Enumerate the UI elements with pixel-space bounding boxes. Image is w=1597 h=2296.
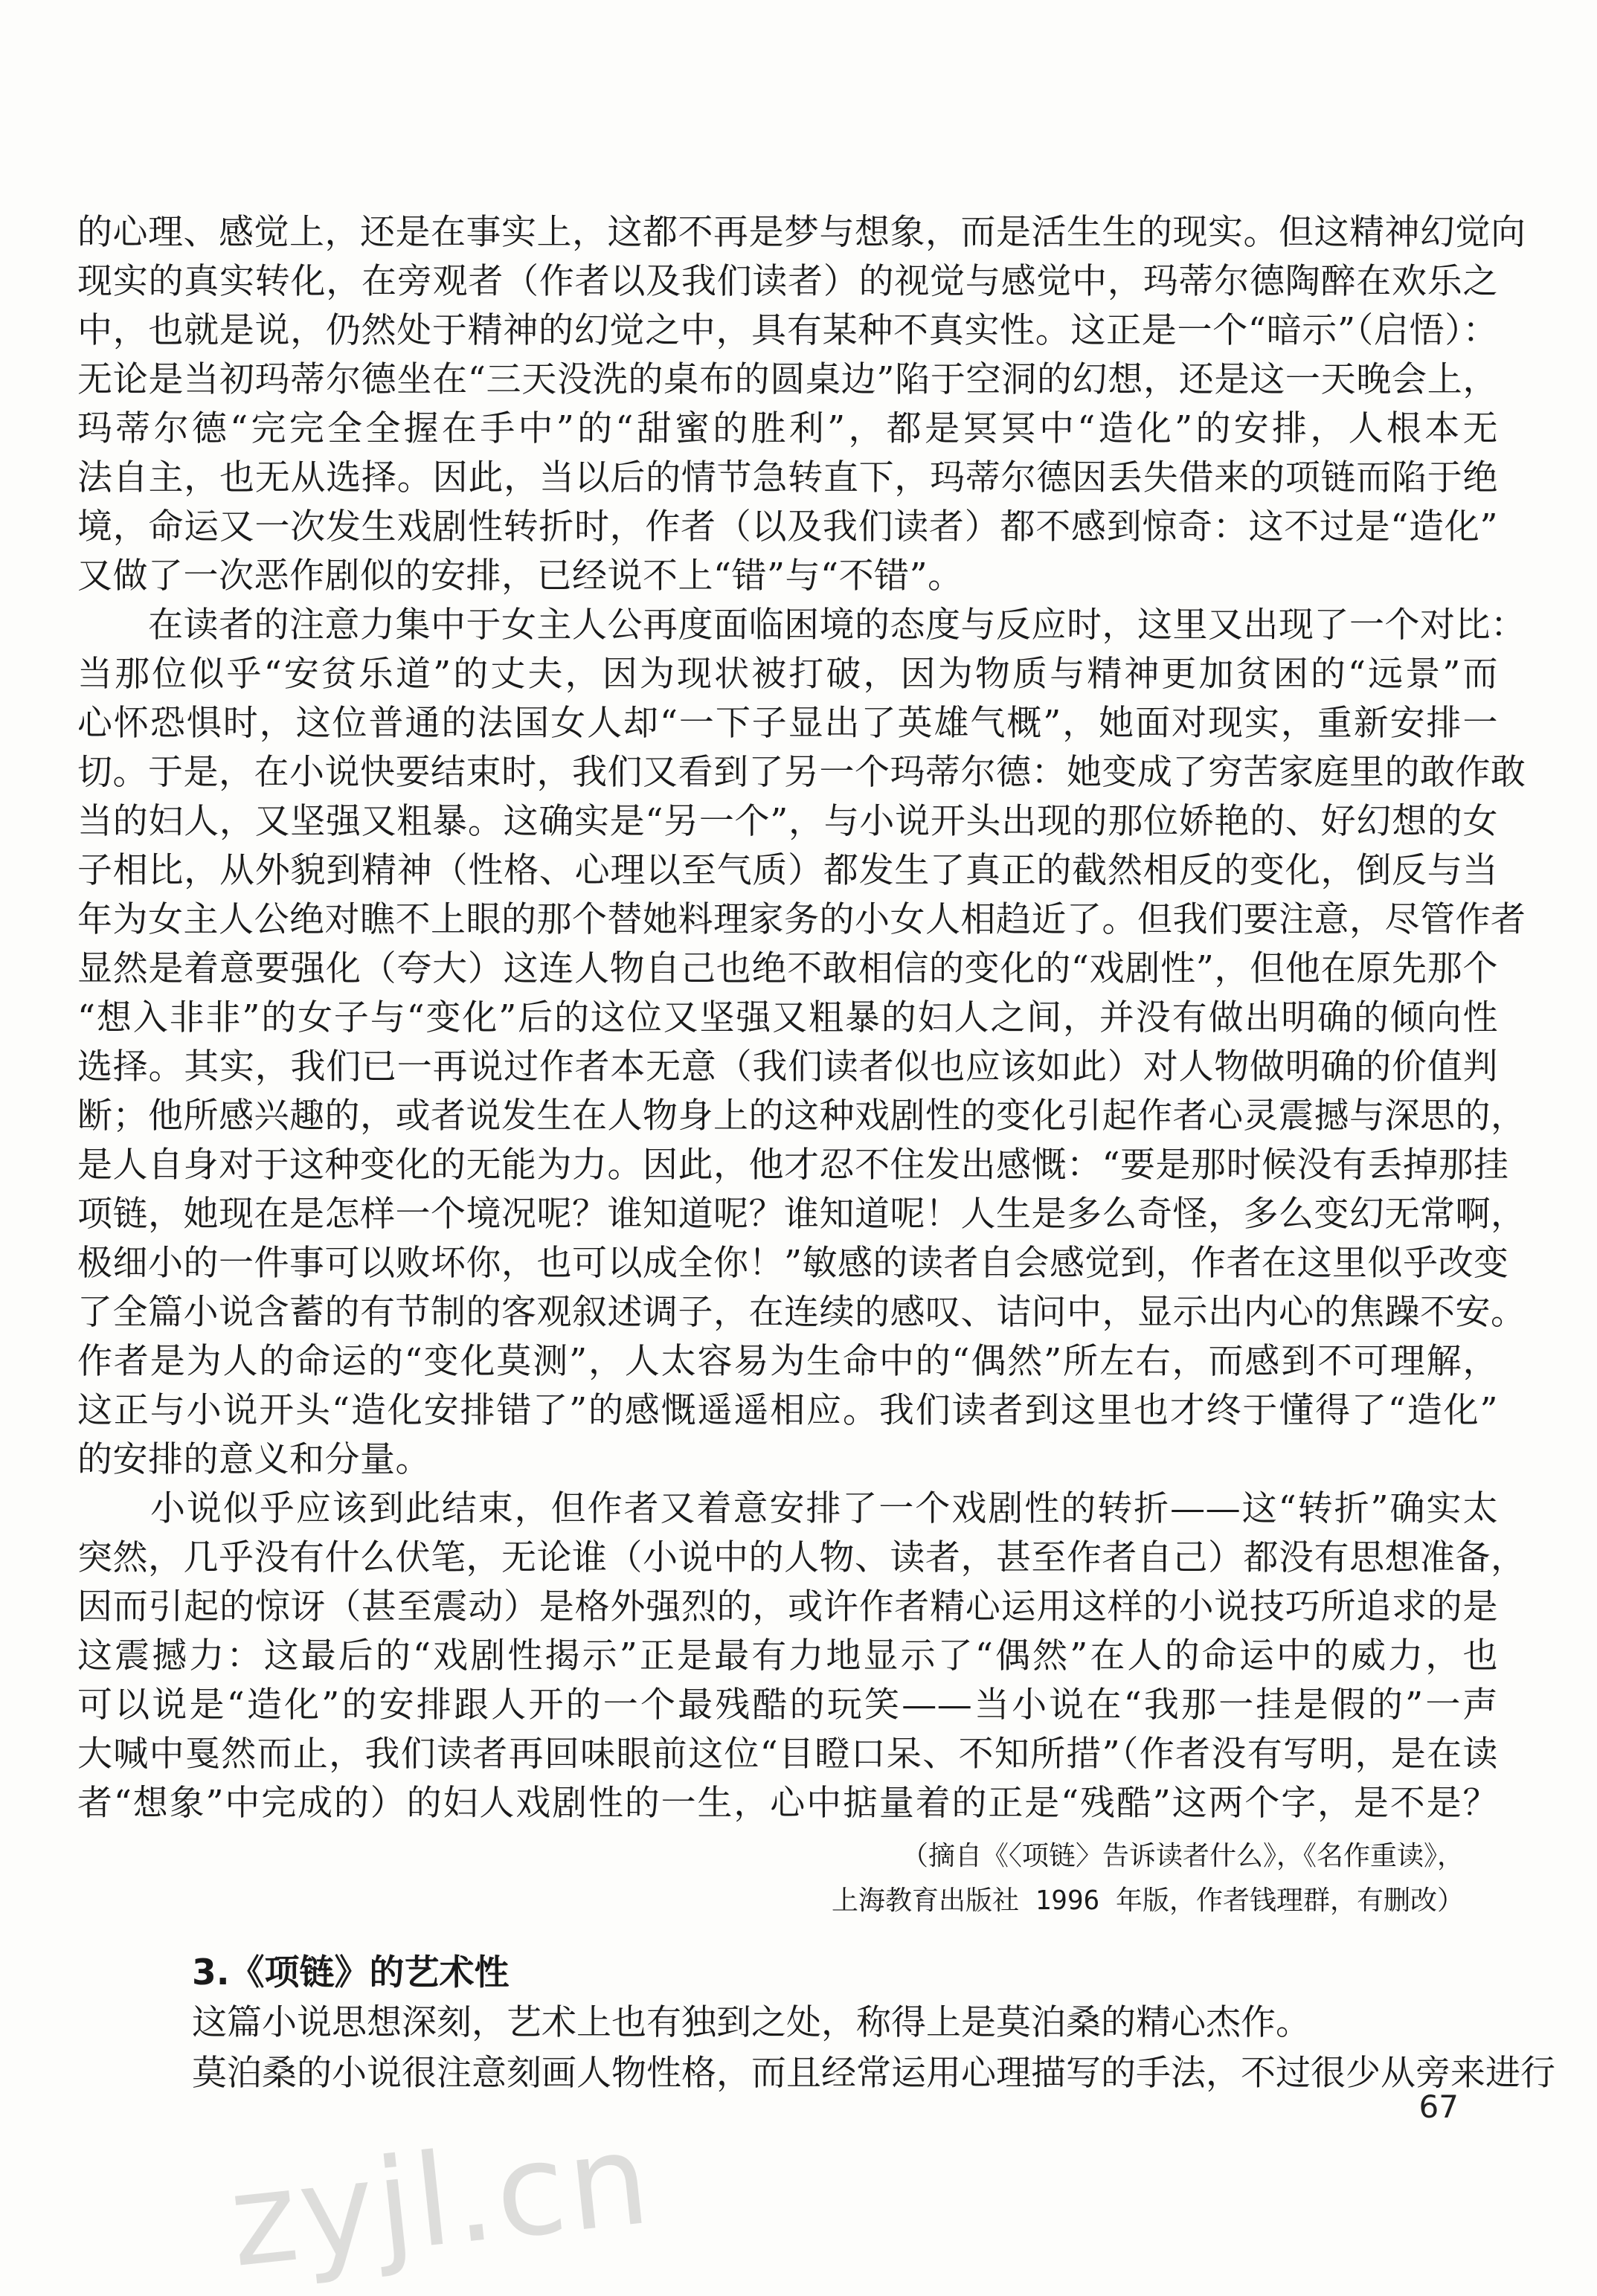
text-line: 作者是为人的命运的“变化莫测”，人太容易为生命中的“偶然”所左右，而感到不可理解，	[77, 1341, 1498, 1382]
text-line: 现实的真实转化，在旁观者（作者以及我们读者）的视觉与感觉中，玛蒂尔德陶醉在欢乐之	[77, 261, 1498, 302]
text-line: 又做了一次恶作剧似的安排，已经说不上“错”与“不错”。	[77, 556, 963, 596]
text-line: 这震撼力：这最后的“戏剧性揭示”正是最有力地显示了“偶然”在人的命运中的威力，也	[77, 1636, 1498, 1676]
text-line: 中，也就是说，仍然处于精神的幻觉之中，具有某种不真实性。这正是一个“暗示”（启悟）：	[77, 310, 1498, 351]
page-content	[77, 208, 1555, 2099]
text-line: 年为女主人公绝对瞧不上眼的那个替她料理家务的小女人相趋近了。但我们要注意，尽管作者	[77, 899, 1526, 940]
text-line: 者“想象”中完成的）的妇人戏剧性的一生，心中掂量着的正是“残酷”这两个字，是不是？	[77, 1783, 1498, 1824]
text-line: 心怀恐惧时，这位普通的法国女人却“一下子显出了英雄气概”，她面对现实，重新安排一	[77, 703, 1498, 744]
text-line: 无论是当初玛蒂尔德坐在“三天没洗的桌布的圆桌边”陷于空洞的幻想，还是这一天晚会上，	[77, 359, 1498, 400]
text-line: 显然是着意要强化（夸大）这连人物自己也绝不敢相信的变化的“戏剧性”，但他在原先那个	[77, 948, 1498, 989]
text-line: 在读者的注意力集中于女主人公再度面临困境的态度与反应时，这里又出现了一个对比：	[77, 605, 1526, 646]
section-line: 莫泊桑的小说很注意刻画人物性格，而且经常运用心理描写的手法，不过很少从旁来进行	[192, 2053, 1555, 2094]
text-line: “想入非非”的女子与“变化”后的这位又坚强又粗暴的妇人之间，并没有做出明确的倾向性	[77, 997, 1498, 1038]
text-line: 是人自身对于这种变化的无能为力。因此，他才忍不住发出感慨：“要是那时候没有丢掉那挂	[77, 1145, 1509, 1186]
text-line: 极细小的一件事可以败坏你，也可以成全你！”敏感的读者自会感觉到，作者在这里似乎改变	[77, 1243, 1509, 1284]
section-body	[77, 1998, 1555, 2099]
section-title: 3.《项链》的艺术性	[192, 1952, 510, 1993]
watermark: zyjl.cn	[223, 2105, 659, 2296]
text-line: 大喊中戛然而止，我们读者再回味眼前这位“目瞪口呆、不知所措”（作者没有写明，是在读	[77, 1734, 1498, 1775]
text-line: 可以说是“造化”的安排跟人开的一个最残酷的玩笑——当小说在“我那一挂是假的”一声	[77, 1685, 1498, 1726]
citation	[77, 1834, 1498, 1923]
page-number: 67	[1418, 2088, 1459, 2125]
citation-line-1: （摘自《〈项链〉告诉读者什么》，《名作重读》，	[901, 1841, 1464, 1871]
text-line: 因而引起的惊讶（甚至震动）是格外强烈的，或许作者精心运用这样的小说技巧所追求的是	[77, 1586, 1498, 1627]
text-line: 的安排的意义和分量。	[77, 1439, 431, 1480]
text-line: 法自主，也无从选择。因此，当以后的情节急转直下，玛蒂尔德因丢失借来的项链而陷于绝	[77, 457, 1498, 498]
text-line: 子相比，从外貌到精神（性格、心理以至气质）都发生了真正的截然相反的变化，倒反与当	[77, 850, 1498, 891]
text-line: 这正与小说开头“造化安排错了”的感慨遥遥相应。我们读者到这里也才终于懂得了“造化”	[77, 1390, 1498, 1431]
text-line: 的心理、感觉上，还是在事实上，这都不再是梦与想象，而是活生生的现实。但这精神幻觉向	[77, 212, 1526, 253]
text-line: 当那位似乎“安贫乐道”的丈夫，因为现状被打破，因为物质与精神更加贫困的“远景”而	[77, 654, 1498, 695]
text-line: 项链，她现在是怎样一个境况呢？谁知道呢？谁知道呢！人生是多么奇怪，多么变幻无常啊，	[77, 1194, 1526, 1235]
section-line: 这篇小说思想深刻，艺术上也有独到之处，称得上是莫泊桑的精心杰作。	[192, 2002, 1311, 2043]
text-line: 切。于是，在小说快要结束时，我们又看到了另一个玛蒂尔德：她变成了穷苦家庭里的敢作敢	[77, 752, 1526, 793]
text-line: 突然，几乎没有什么伏笔，无论谁（小说中的人物、读者，甚至作者自己）都没有思想准备，	[77, 1537, 1526, 1578]
text-line: 当的妇人，又坚强又粗暴。这确实是“另一个”，与小说开头出现的那位娇艳的、好幻想的女	[77, 801, 1498, 842]
paragraph-2	[77, 601, 1526, 1485]
citation-line-2: 上海教育出版社 1996 年版，作者钱理群，有删改）	[831, 1885, 1464, 1916]
text-line: 小说似乎应该到此结束，但作者又着意安排了一个戏剧性的转折——这“转折”确实太	[77, 1488, 1498, 1529]
text-line: 选择。其实，我们已一再说过作者本无意（我们读者似也应该如此）对人物做明确的价值判	[77, 1046, 1498, 1087]
text-line: 了全篇小说含蓄的有节制的客观叙述调子，在连续的感叹、诘问中，显示出内心的焦躁不安。	[77, 1292, 1526, 1333]
paragraph-1	[77, 208, 1526, 601]
text-line: 玛蒂尔德“完完全全握在手中”的“甜蜜的胜利”，都是冥冥中“造化”的安排，人根本无	[77, 408, 1498, 449]
paragraph-3	[77, 1485, 1526, 1828]
text-line: 境，命运又一次发生戏剧性转折时，作者（以及我们读者）都不感到惊奇：这不过是“造化”	[77, 507, 1498, 547]
text-line: 断；他所感兴趣的，或者说发生在人物身上的这种戏剧性的变化引起作者心灵震撼与深思的，	[77, 1096, 1526, 1136]
